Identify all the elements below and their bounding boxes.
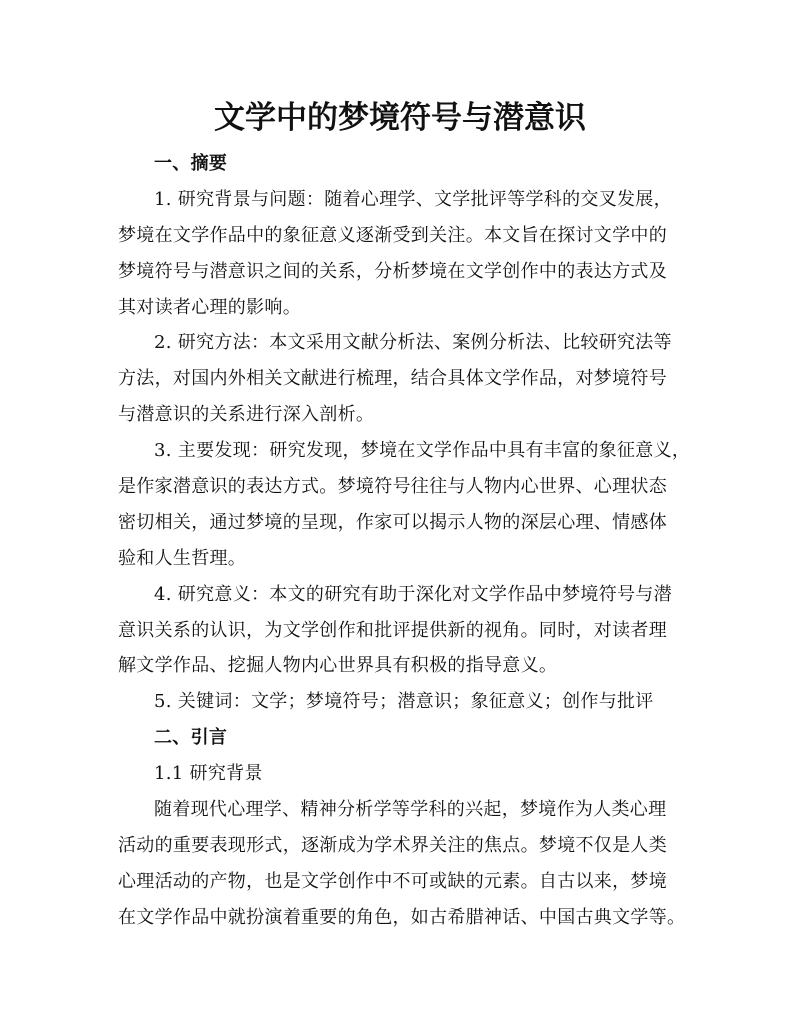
paragraph-line: 意识关系的认识，为文学创作和批评提供新的视角。同时，对读者理 — [118, 619, 667, 641]
paragraph-line: 在文学作品中就扮演着重要的角色，如古希腊神话、中国古典文学等。 — [118, 906, 686, 928]
paragraph-line: 3. 主要发现：研究发现，梦境在文学作品中具有丰富的象征意义， — [154, 440, 691, 462]
section-heading-introduction: 二、引言 — [154, 727, 228, 749]
abstract-paragraph-keywords — [118, 684, 688, 720]
paragraph-line: 方法，对国内外相关文献进行梳理，结合具体文学作品，对梦境符号 — [118, 368, 667, 390]
paragraph-line: 随着现代心理学、精神分析学等学科的兴起，梦境作为人类心理 — [154, 799, 667, 821]
paragraph-line: 验和人生哲理。 — [118, 547, 247, 569]
subsection-heading-background: 1.1 研究背景 — [154, 763, 263, 785]
paragraph-line: 梦境符号与潜意识之间的关系，分析梦境在文学创作中的表达方式及 — [118, 260, 667, 282]
paragraph-line: 是作家潜意识的表达方式。梦境符号往往与人物内心世界、心理状态 — [118, 476, 667, 498]
paragraph-line: 4. 研究意义：本文的研究有助于深化对文学作品中梦境符号与潜 — [154, 583, 672, 605]
paragraph-line: 心理活动的产物，也是文学创作中不可或缺的元素。自古以来，梦境 — [118, 870, 667, 892]
abstract-paragraph-methods — [118, 325, 688, 433]
section-heading-abstract: 一、摘要 — [154, 153, 228, 174]
paragraph-line: 1. 研究背景与问题：随着心理学、文学批评等学科的交叉发展， — [154, 188, 672, 210]
paragraph-line: 密切相关，通过梦境的呈现，作家可以揭示人物的深层心理、情感体 — [118, 511, 667, 533]
paragraph-line: 2. 研究方法：本文采用文献分析法、案例分析法、比较研究法等 — [154, 332, 672, 354]
introduction-paragraph — [118, 792, 688, 936]
abstract-paragraph-background — [118, 182, 688, 326]
abstract-paragraph-findings — [118, 433, 691, 577]
paragraph-line: 解文学作品、挖掘人物内心世界具有积极的指导意义。 — [118, 655, 558, 677]
abstract-paragraph-significance — [118, 577, 688, 685]
document-body — [118, 146, 691, 936]
paragraph-line: 与潜意识的关系进行深入剖析。 — [118, 404, 375, 426]
paragraph-line: 活动的重要表现形式，逐渐成为学术界关注的焦点。梦境不仅是人类 — [118, 834, 667, 856]
paragraph-line: 5. 关键词：文学；梦境符号；潜意识；象征意义；创作与批评 — [154, 691, 654, 713]
paragraph-line: 梦境在文学作品中的象征意义逐渐受到关注。本文旨在探讨文学中的 — [118, 224, 667, 246]
paragraph-line: 其对读者心理的影响。 — [118, 296, 301, 318]
document-title: 文学中的梦境符号与潜意识 — [214, 100, 586, 136]
